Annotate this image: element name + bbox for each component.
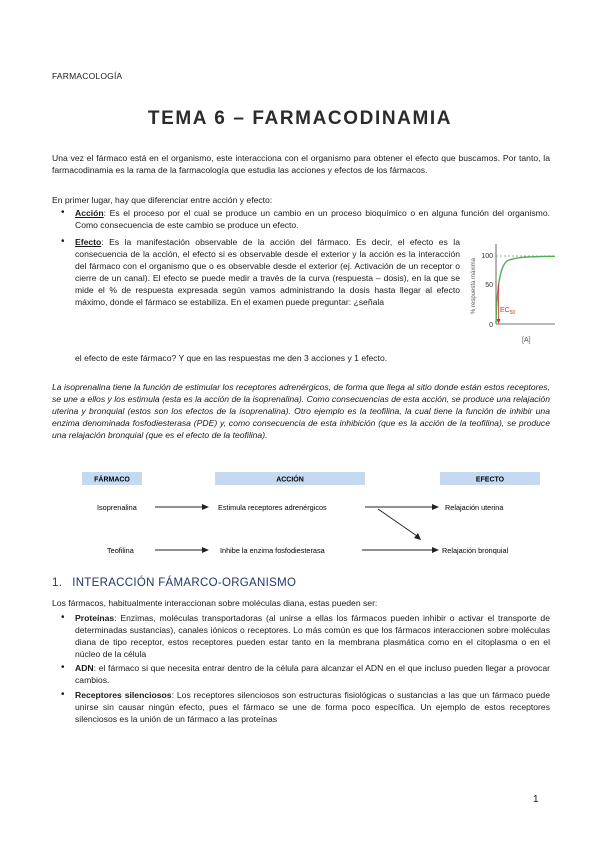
- action-inhibit: Inhibe la enzima fosfodiesterasa: [220, 546, 325, 555]
- efecto-term: Efecto: [75, 237, 102, 247]
- graph-ylabel: % respuesta máxima: [471, 257, 477, 315]
- list-item: [52, 207, 550, 231]
- effect-uterine: Relajación uterina: [445, 503, 504, 512]
- definition-list-accion: [52, 207, 550, 231]
- section-title: INTERACCIÓN FÁMARCO-ORGANISMO: [72, 577, 297, 589]
- section-heading: [52, 577, 296, 589]
- action-stimulate: Estimula receptores adrenérgicos: [218, 503, 327, 512]
- efecto-text-continued: el efecto de este fármaco? Y que en las respuestas me den 3 acciones y 1 efecto.: [75, 353, 388, 363]
- list-item: [52, 662, 550, 686]
- tick-100: 100: [481, 253, 493, 260]
- page-header: FARMACOLOGÍA: [52, 71, 123, 81]
- accion-text: : Es el proceso por el cual se produce un cambio en un proceso bioquímico o en alguna función del organismo. Como consecuencia de este cambio se produce un efecto.: [75, 208, 550, 231]
- arrowhead-icon: [432, 504, 439, 510]
- definition-list-efecto: [52, 236, 460, 309]
- graph-caption: [A]: [522, 337, 531, 344]
- arrowhead-icon: [414, 533, 421, 540]
- item-text: : Enzimas, moléculas transportadoras (al unirse a ellas los fármacos pueden inhibir o activar el transporte de determinadas sustancias), canales iónicos o receptores. Lo más común es que los fármacos interaccionen sobre moléculas diana de tipo receptor, estos receptores pueden estar tanto en la membrana plasmática como en el citoplasma o en el núcleo de la célula: [75, 613, 550, 660]
- header-efecto: EFECTO: [475, 476, 505, 484]
- header-farmaco: FÁRMACO: [94, 476, 130, 484]
- list-item: [52, 236, 460, 309]
- page-number: 1: [533, 794, 539, 805]
- tick-50: 50: [485, 282, 493, 289]
- accion-term: Acción: [75, 208, 104, 218]
- drug-isoprenalina: Isoprenalina: [97, 503, 137, 512]
- efecto-text: : Es la manifestación observable de la acción del fármaco. Es decir, el efecto es la consecuencia de la acción, el efecto si es observable desde el exterior y la acción es la interacción del fármaco con el organismo que o es observable desde el exterior (ej. Activación de un receptor o cierre de un canal). El efecto se puede medir a través de la curva (respuesta – dosis), en la que se mide el % de respuesta expresada según vamos administrando la dosis hasta llegar al efecto máximo, donde el fármaco se estabiliza. En el examen puede preguntar: ¿señala: [75, 237, 460, 308]
- arrowhead-icon: [202, 547, 209, 553]
- list-item: [52, 689, 550, 725]
- section-number: 1.: [52, 577, 63, 589]
- arrowhead-icon: [432, 547, 439, 553]
- arrow-action1-effect2: [378, 509, 417, 536]
- header-accion: ACCIÓN: [276, 476, 304, 484]
- list-item: [52, 612, 550, 660]
- graph-background: [465, 236, 555, 346]
- page-title: TEMA 6 – FARMACODINAMIA: [147, 108, 453, 129]
- item-term: Proteínas: [75, 613, 115, 623]
- arrowhead-icon: [202, 504, 209, 510]
- example-paragraph: La isoprenalina tiene la función de estimular los receptores adrenérgicos, de forma que llega al sitio donde están estos receptores, se une a ellos y los estimula (esta es la acción de la isoprenalina). Como consecuencias de esta acción, se produce una relajación uterina y bronquial (estos son los efectos de la isoprenalina). Otro ejemplo es la teofilina, la cual tiene la función de inhibir una enzima denominada fosfodiesterasa (PDE) y, como consecuencia de esta inhibición (que es la acción de la teofilina), se produce una relajación bronquial (que es el efecto de la teofilina).: [52, 382, 550, 441]
- ec50-label: $EC_{50}$: [500, 307, 516, 316]
- intro-paragraph: Una vez el fármaco está en el organismo, este interacciona con el organismo para obtener el efecto que buscamos. Por tanto, la farmacodinamia es la rama de la farmacología que estudia las acciones y efectos de los fármacos.: [52, 153, 550, 176]
- dose-response-graph: [465, 236, 555, 346]
- effect-bronchial: Relajación bronquial: [442, 546, 509, 555]
- tick-0: 0: [489, 322, 493, 329]
- item-text: : el fármaco si que necesita entrar dentro de la célula para alcanzar el ADN en el que incluso pueden llegar a provocar cambios.: [75, 663, 550, 686]
- drug-teofilina: Teofilina: [107, 546, 134, 555]
- item-term: ADN: [75, 663, 94, 674]
- item-term: Receptores silenciosos: [75, 689, 172, 700]
- drug-action-effect-diagram: [80, 470, 550, 565]
- target-list: [52, 612, 550, 725]
- intro-lead: En primer lugar, hay que diferenciar entre acción y efecto:: [52, 195, 273, 205]
- item-text: : Los receptores silenciosos son estructuras fisiológicas o sustancias a las que un fármaco puede unirse sin causar ningún efecto, pues el fármaco se une de forma poco específica. Un ejemplo de estos receptores silenciosos es la unión de un fármaco a las proteínas: [75, 689, 550, 724]
- section-intro: Los fármacos, habitualmente interaccionan sobre moléculas diana, estas pueden ser:: [52, 598, 378, 608]
